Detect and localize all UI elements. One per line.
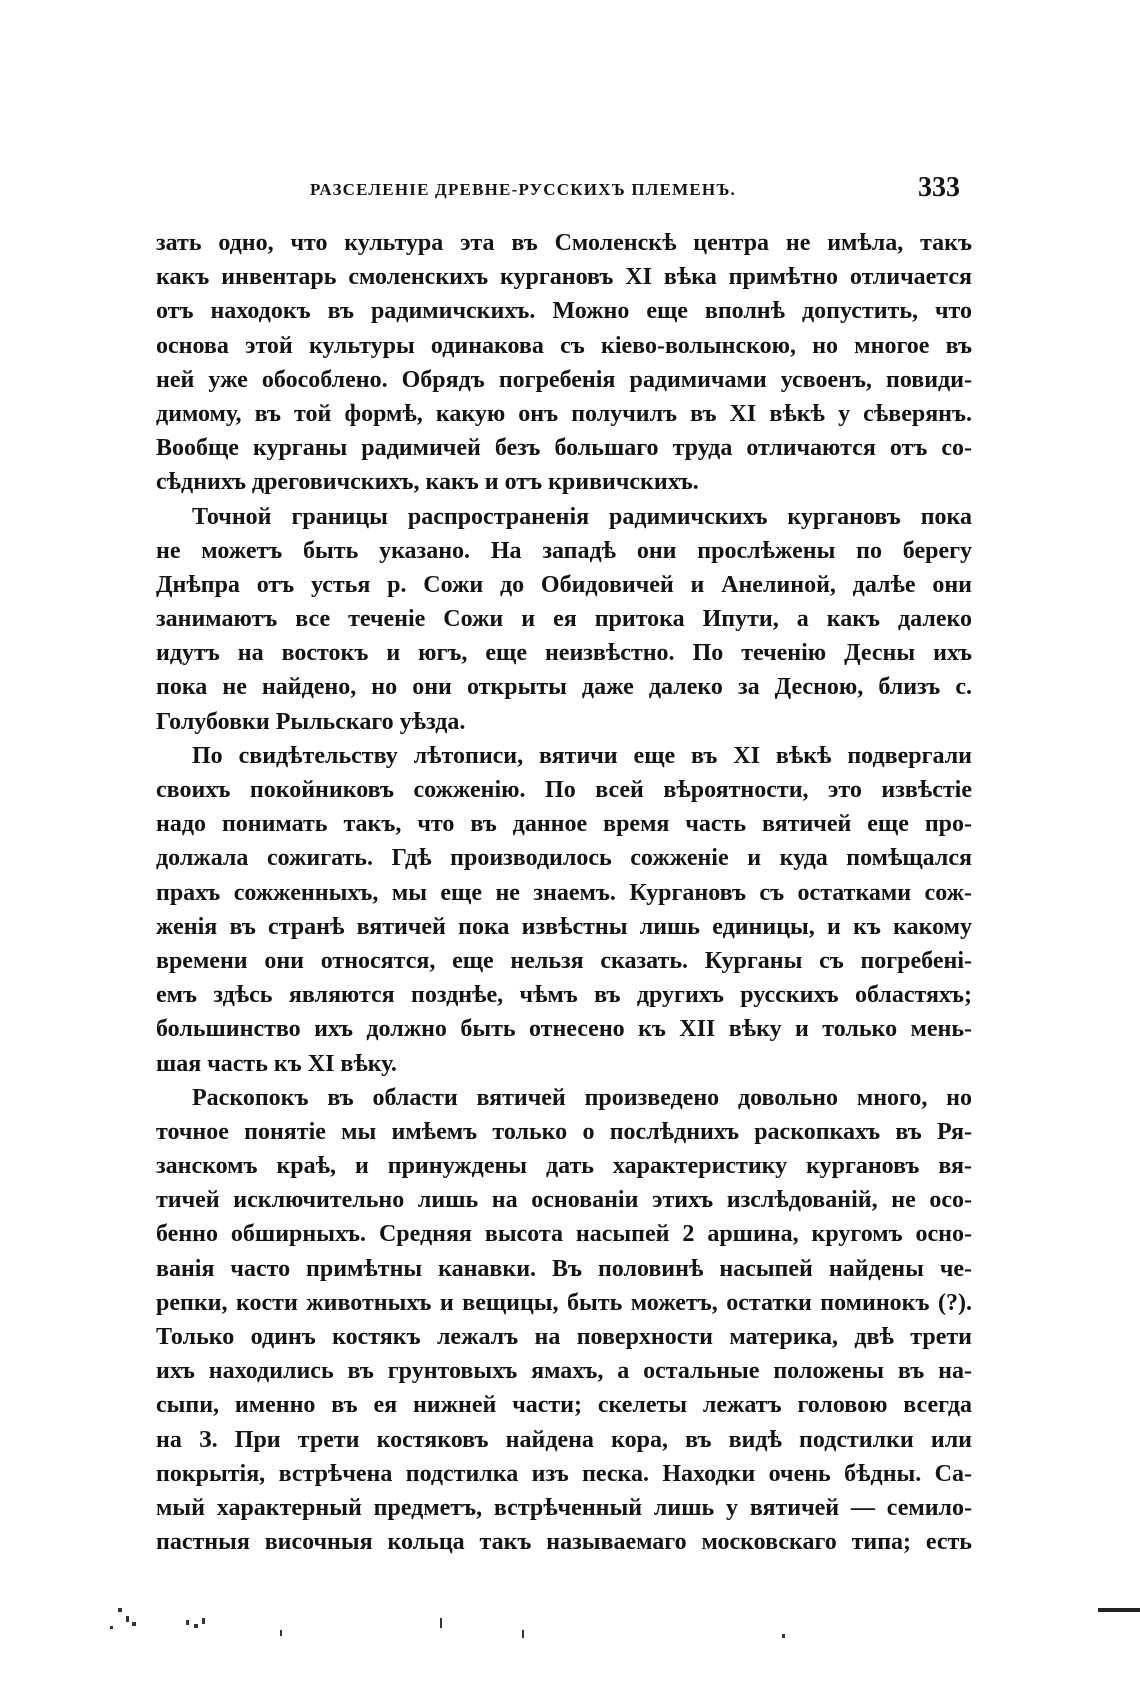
text-line: тичей исключительно лишь на основаніи этихъ изслѣдованій, не осо- <box>156 1187 972 1214</box>
page-number: 333 <box>918 172 960 203</box>
text-line: емъ здѣсь являются позднѣе, чѣмъ въ другихъ русскихъ областяхъ; <box>156 982 972 1009</box>
text-line: основа этой культуры одинакова съ кіево-волынскою, но многое въ <box>156 332 972 359</box>
scan-dash <box>1098 1608 1140 1612</box>
paragraph-1 <box>156 226 972 500</box>
text-line: своихъ покойниковъ сожженію. По всей вѣроятности, это извѣстіе <box>156 777 972 803</box>
text-line: димому, въ той формѣ, какую онъ получилъ въ XI вѣкѣ у сѣверянъ. <box>156 400 972 427</box>
text-line: отъ находокъ въ радимичскихъ. Можно еще вполнѣ допустить, что <box>156 298 972 325</box>
text-line: шая часть къ XI вѣку. <box>156 1050 397 1077</box>
text-line: Точной границы распространенія радимичскихъ кургановъ пока <box>192 503 972 530</box>
text-line: ихъ находились въ грунтовыхъ ямахъ, а остальные положены въ на- <box>156 1358 972 1385</box>
scan-speck <box>280 1630 282 1636</box>
text-line: времени они относятся, еще нельзя сказать. Курганы съ погребені- <box>156 947 972 974</box>
text-line: женія въ странѣ вятичей пока извѣстны лишь единицы, и къ какому <box>156 913 972 940</box>
scan-specks <box>0 1600 1140 1670</box>
text-line: бенно обширныхъ. Средняя высота насыпей 2 аршина, кругомъ осно- <box>156 1221 972 1248</box>
scan-speck <box>118 1608 122 1612</box>
text-line: репки, кости животныхъ и вещицы, быть можетъ, остатки поминокъ (?). <box>156 1289 972 1316</box>
text-line: на З. При трети костяковъ найдена кора, въ видѣ подстилки или <box>156 1426 972 1453</box>
text-line: мый характерный предметъ, встрѣченный лишь у вятичей — семило- <box>156 1494 972 1521</box>
scan-speck <box>440 1618 442 1628</box>
text-line: точное понятіе мы имѣемъ только о послѣднихъ раскопкахъ въ Ря- <box>156 1118 972 1145</box>
scan-speck <box>522 1630 524 1638</box>
text-line: какъ инвентарь смоленскихъ кургановъ XI вѣка примѣтно отличается <box>156 264 972 291</box>
text-line: пастныя височныя кольца такъ называемаго московскаго типа; есть <box>156 1529 972 1556</box>
paragraph-3 <box>156 739 972 1081</box>
text-line: не можетъ быть указано. На западѣ они прослѣжены по берегу <box>156 537 972 564</box>
text-line: Днѣпра отъ устья р. Сожи до Обидовичей и Анелиной, далѣе они <box>156 571 972 598</box>
text-line: Вообще курганы радимичей безъ большаго труда отличаются отъ со- <box>156 435 972 462</box>
text-line: занимаютъ все теченіе Сожи и ея притока Ипути, а какъ далеко <box>156 606 972 633</box>
text-line: сѣднихъ дреговичскихъ, какъ и отъ кривичскихъ. <box>156 469 699 496</box>
scan-speck <box>202 1618 205 1624</box>
scan-speck <box>110 1626 113 1629</box>
text-line: надо понимать такъ, что въ данное время часть вятичей еще про- <box>156 811 972 838</box>
paragraph-4 <box>156 1081 972 1560</box>
text-line: ванія часто примѣтны канавки. Въ половинѣ насыпей найдены че- <box>156 1255 972 1282</box>
scan-speck <box>186 1620 189 1625</box>
scan-speck <box>782 1634 785 1638</box>
text-line: занскомъ краѣ, и принуждены дать характеристику кургановъ вя- <box>156 1153 972 1180</box>
scan-speck <box>126 1616 129 1622</box>
paragraph-2 <box>156 500 972 739</box>
text-line: прахъ сожженныхъ, мы еще не знаемъ. Кургановъ съ остатками сож- <box>156 879 972 906</box>
text-line: большинство ихъ должно быть отнесено къ XII вѣку и только мень- <box>156 1016 972 1043</box>
running-title: РАЗСЕЛЕНІЕ ДРЕВНЕ-РУССКИХЪ ПЛЕМЕНЪ. <box>310 180 737 199</box>
text-line: сыпи, именно въ ея нижней части; скелеты лежатъ головою всегда <box>156 1392 972 1419</box>
text-line: Голубовки Рыльскаго уѣзда. <box>156 708 466 735</box>
body-text <box>156 226 972 1559</box>
text-line: покрытія, встрѣчена подстилка изъ песка. Находки очень бѣдны. Са- <box>156 1460 972 1487</box>
text-line: зать одно, что культура эта въ Смоленскѣ центра не имѣла, такъ <box>156 230 972 256</box>
scan-speck <box>194 1624 198 1628</box>
running-head <box>150 172 960 212</box>
text-line: Только одинъ костякъ лежалъ на поверхности материка, двѣ трети <box>156 1324 972 1350</box>
text-line: Раскопокъ въ области вятичей произведено довольно много, но <box>192 1084 972 1111</box>
text-line: По свидѣтельству лѣтописи, вятичи еще въ XI вѣкѣ подвергали <box>192 742 972 769</box>
scan-speck <box>132 1622 136 1626</box>
text-line: пока не найдено, но они открыты даже далеко за Десною, близъ с. <box>156 674 972 701</box>
text-line: должала сожигать. Гдѣ производилось сожженіе и куда помѣщался <box>156 845 972 872</box>
text-line: ней уже обособлено. Обрядъ погребенія радимичами усвоенъ, повиди- <box>156 366 972 393</box>
text-line: идутъ на востокъ и югъ, еще неизвѣстно. По теченію Десны ихъ <box>156 640 972 667</box>
